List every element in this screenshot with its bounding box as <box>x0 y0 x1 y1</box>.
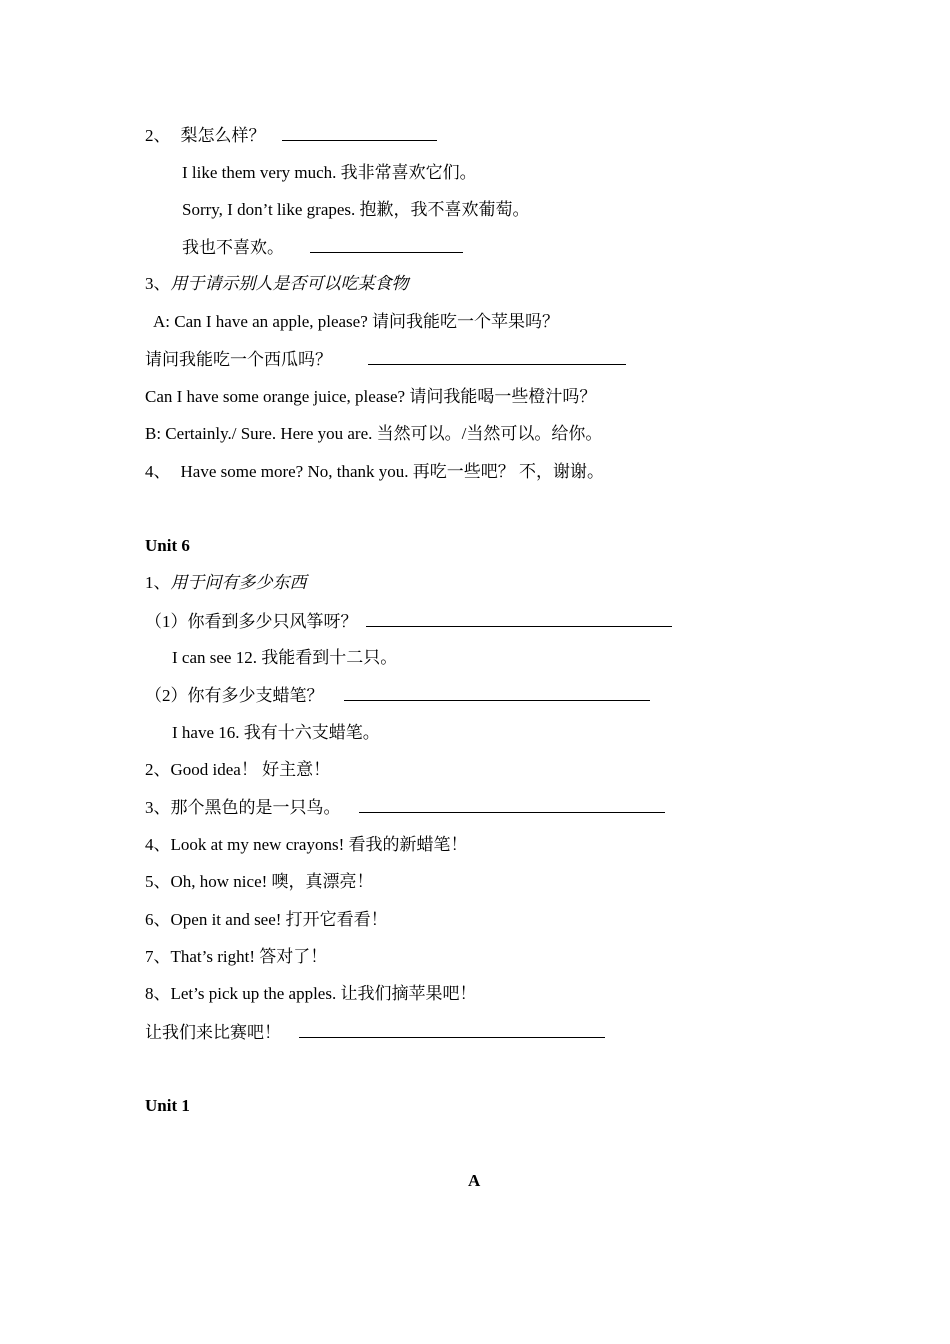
s2-answer-2: Sorry, I don’t like grapes. 抱歉，我不喜欢葡萄。 <box>182 200 530 219</box>
unit6-q1: （1）你看到多少只风筝呀？ <box>145 610 672 633</box>
unit6-item-3: 3、那个黑色的是一只鸟。 <box>145 796 665 819</box>
s2-answer-1: I like them very much. 我非常喜欢它们。 <box>182 163 477 182</box>
answer-blank[interactable] <box>344 684 650 701</box>
answer-blank[interactable] <box>368 348 626 365</box>
unit6-item-6: 6、Open it and see! 打开它看看！ <box>145 910 388 929</box>
unit1-title: Unit 1 <box>145 1096 190 1115</box>
unit6-item-4: 4、Look at my new crayons! 看我的新蜡笔！ <box>145 835 468 854</box>
answer-blank[interactable] <box>310 236 463 253</box>
unit6-a2: I have 16. 我有十六支蜡笔。 <box>172 723 380 742</box>
answer-blank[interactable] <box>299 1021 605 1038</box>
unit6-item-8: 8、Let’s pick up the apples. 让我们摘苹果吧！ <box>145 984 477 1003</box>
unit6-item-7: 7、That’s right! 答对了！ <box>145 947 328 966</box>
s4-line: 4、 Have some more? No, thank you. 再吃一些吧？ 不，谢谢。 <box>145 462 605 481</box>
s2-question: 2、 梨怎么样？ <box>145 124 437 147</box>
section-a-heading: A <box>468 1171 481 1190</box>
s2-answer-3: 我也不喜欢。 <box>182 236 463 259</box>
answer-blank[interactable] <box>366 610 672 627</box>
s3-heading: 3、用于请示别人是否可以吃某食物 <box>145 274 409 293</box>
s3-line-3: Can I have some orange juice, please? 请问我能喝一些橙汁吗？ <box>145 387 597 406</box>
answer-blank[interactable] <box>282 124 437 141</box>
unit6-item-9: 让我们来比赛吧！ <box>145 1021 605 1044</box>
unit6-item-2: 2、Good idea！ 好主意！ <box>145 760 331 779</box>
s3-question-2: 请问我能吃一个西瓜吗？ <box>145 348 626 371</box>
answer-blank[interactable] <box>359 796 665 813</box>
unit6-title: Unit 6 <box>145 536 190 555</box>
unit6-q2: （2）你有多少支蜡笔？ <box>145 684 650 707</box>
s3-dialog-a: A: Can I have an apple, please? 请问我能吃一个苹果吗？ <box>153 312 560 331</box>
unit6-item-5: 5、Oh, how nice! 噢，真漂亮！ <box>145 872 374 891</box>
unit6-a1: I can see 12. 我能看到十二只。 <box>172 648 398 667</box>
unit6-heading-1: 1、用于问有多少东西 <box>145 573 307 592</box>
s3-dialog-b: B: Certainly./ Sure. Here you are. 当然可以。/当然可以。给你。 <box>145 424 603 443</box>
